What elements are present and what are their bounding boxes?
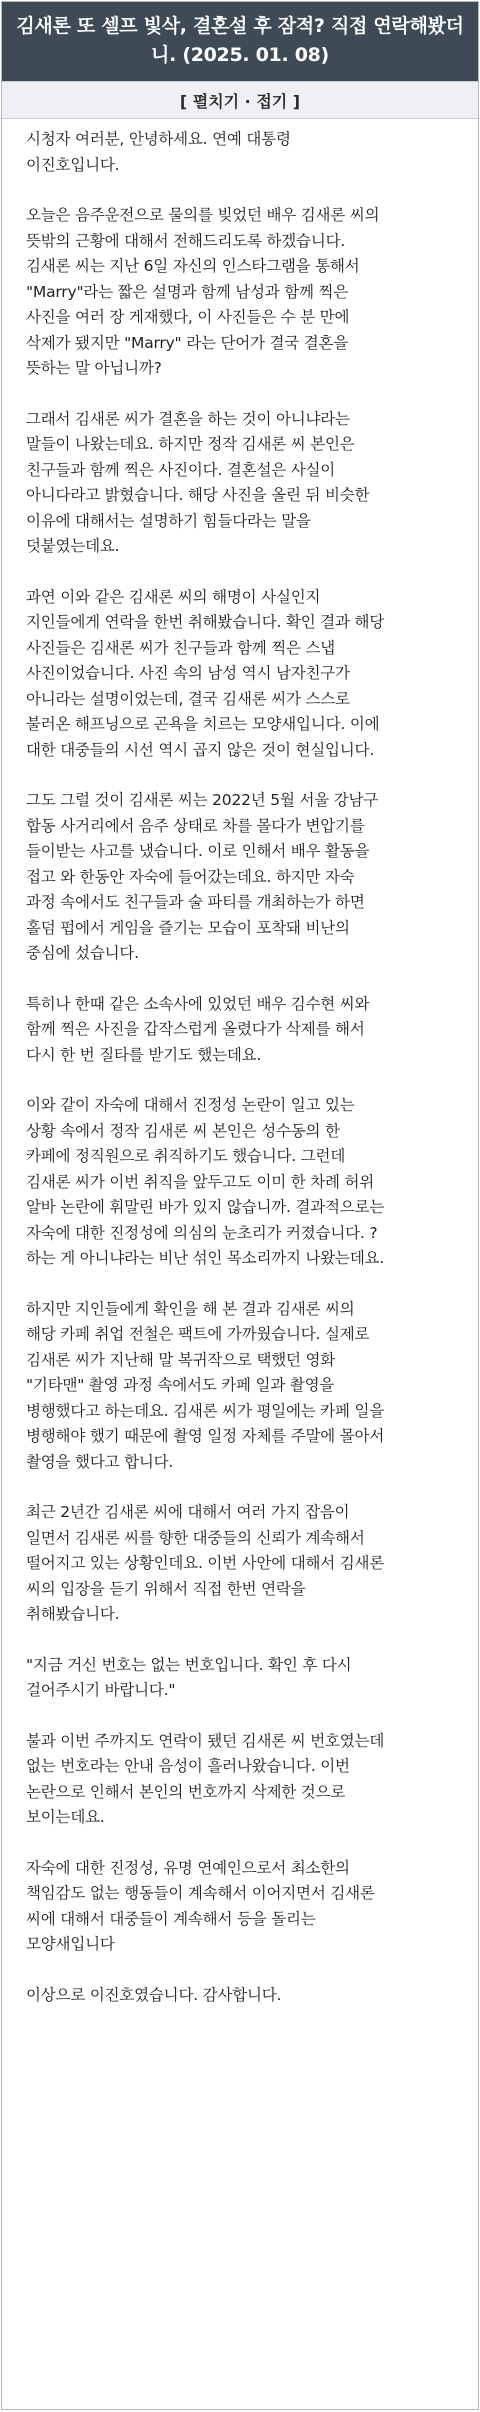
paragraph-public-opinion: 자숙에 대한 진정성, 유명 연예인으로서 최소한의 책임감도 없는 행동들이 계속해서 이어지면서 김새론 씨에 대해서 대중들이 계속해서 등을 돌리는 모양새입니다 — [26, 1858, 375, 1953]
paragraph-sign-off: 이상으로 이진호였습니다. 감사합니다. — [26, 1985, 282, 2004]
paragraph-contact-attempt: 최근 2년간 김새론 씨에 대해서 여러 가지 잡음이 일면서 김새론 씨를 향한 대중들의 신뢰가 계속해서 떨어지고 있는 상황인데요. 이번 사안에 대해서 김새론 씨의 입장을 듣기 위해서 직접 한번 연락을 취해봤습니다. — [26, 1503, 385, 1623]
paragraph-greeting: 시청자 여러분, 안녕하세요. 연예 대통령 이진호입니다. — [26, 130, 291, 174]
document-page — [1, 1, 479, 2410]
paragraph-instagram-post: 오늘은 음주운전으로 물의를 빚었던 배우 김새론 씨의 뜻밖의 근황에 대해서 전해드리도록 하겠습니다. 김새론 씨는 지난 6일 자신의 인스타그램을 통해서 "Marry"라는 짧은 설명과 함께 남성과 함께 찍은 사진을 여러 장 게재했다, 이 사진들은 수 분 만에 삭제가 됐지만 "Marry" 라는 단어가 결국 결혼을 뜻하는 말 아닙니까? — [26, 206, 380, 377]
paragraph-drunk-driving-history: 그도 그럴 것이 김새론 씨는 2022년 5월 서울 강남구 합동 사거리에서 음주 상태로 차를 몰다가 변압기를 들이받는 사고를 냈습니다. 이로 인해서 배우 활동을 접고 와 한동안 자숙에 들어갔는데요. 하지만 자숙 과정 속에서도 친구들과 술 파티를 개최하는가 하면 홀덤 펍에서 게임을 즐기는 모습이 포착돼 비난의 중심에 섰습니다. — [26, 791, 379, 962]
paragraph-marriage-rumor-denial: 그래서 김새론 씨가 결혼을 하는 것이 아니냐라는 말들이 나왔는데요. 하지만 정작 김새론 씨 본인은 친구들과 함께 찍은 사진이다. 결혼설은 사실이 아니다라고 밝혔습니다. 해당 사진을 올린 뒤 비슷한 이유에 대해서는 설명하기 힘들다라는 말을 덧붙였는데요. — [26, 409, 370, 555]
paragraph-deleted-photo: 특히나 한때 같은 소속사에 있었던 배우 김수현 씨와 함께 찍은 사진을 갑작스럽게 올렸다가 삭제를 해서 다시 한 번 질타를 받기도 했는데요. — [26, 994, 370, 1064]
page-title: 김새론 또 셀프 빛삭, 결혼설 후 잠적? 직접 연락해봤더니. (2025. 01. 08) — [2, 2, 478, 81]
paragraph-cafe-job-verified: 하지만 지인들에게 확인을 해 본 결과 김새론 씨의 해당 카페 취업 전철은 팩트에 가까웠습니다. 실제로 김새론 씨가 지난해 말 복귀작으로 택했던 영화 "기타맨" 촬영 과정 속에서도 카페 일과 촬영을 병행했다고 하는데요. 김새론 씨가 평일에는 카페 일을 병행해야 했기 때문에 촬영 일정 자체를 주말에 몰아서 촬영을 했다고 합니다. — [26, 1299, 385, 1471]
paragraph-number-deleted: 불과 이번 주까지도 연락이 됐던 김새론 씨 번호였는데 없는 번호라는 안내 음성이 흘러나왔습니다. 이번 논란으로 인해서 본인의 번호까지 삭제한 것으로 보이는데요. — [26, 1731, 385, 1826]
paragraph-phone-message-quote: "지금 거신 번호는 없는 번호입니다. 확인 후 다시 걸어주시기 바랍니다." — [26, 1655, 352, 1699]
expand-collapse-toggle[interactable]: [ 펼치기 · 접기 ] — [2, 81, 478, 119]
paragraph-cafe-job: 이와 같이 자숙에 대해서 진정성 논란이 일고 있는 상황 속에서 정작 김새론 씨 본인은 성수동의 한 카페에 정직원으로 취직하기도 했습니다. 그런데 김새론 씨가 이번 취직을 앞두고도 이미 한 차례 허위 알바 논란에 휘말린 바가 있지 않습니까. 결과적으로는 자숙에 대한 진정성에 의심의 눈초리가 커졌습니다. ? 하는 게 아니냐라는 비난 섞인 목소리까지 나왔는데요. — [26, 1096, 385, 1267]
article-body — [2, 119, 478, 2018]
paragraph-fact-check: 과연 이와 같은 김새론 씨의 해명이 사실인지 지인들에게 연락을 한번 취해봤습니다. 확인 결과 해당 사진들은 김새론 씨가 친구들과 함께 찍은 스냅 사진이었습니다. 사진 속의 남성 역시 남자친구가 아니라는 설명이었는데, 결국 김새론 씨가 스스로 불러온 해프닝으로 곤욕을 치르는 모양새입니다. 이에 대한 대중들의 시선 역시 곱지 않은 것이 현실입니다. — [26, 587, 385, 759]
